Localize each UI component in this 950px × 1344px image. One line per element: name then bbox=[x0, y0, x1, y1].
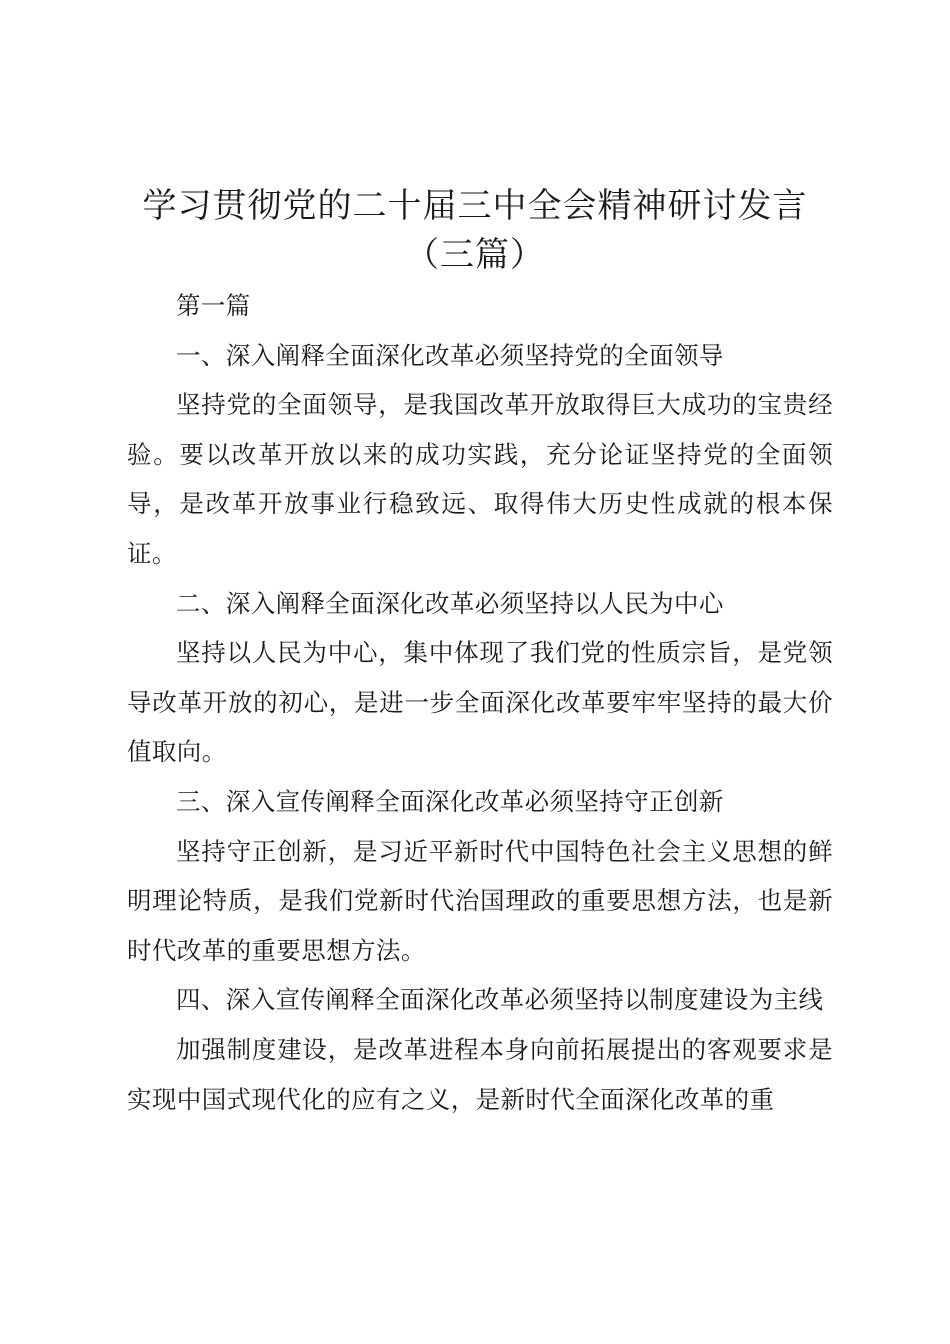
paragraph-two: 坚持以人民为中心，集中体现了我们党的性质宗旨，是党领导改革开放的初心，是进一步全面深化改革要牢牢坚持的最大价值取向。 bbox=[127, 638, 833, 767]
heading-three: 三、深入宣传阐释全面深化改革必须坚持守正创新 bbox=[176, 786, 724, 816]
paragraph-one: 坚持党的全面领导，是我国改革开放取得巨大成功的宝贵经验。要以改革开放以来的成功实践，充分论证坚持党的全面领导，是改革开放事业行稳致远、取得伟大历史性成就的根本保证。 bbox=[127, 390, 833, 568]
paragraph-three: 坚持守正创新，是习近平新时代中国特色社会主义思想的鲜明理论特质，是我们党新时代治国理政的重要思想方法，也是新时代改革的重要思想方法。 bbox=[127, 836, 833, 965]
section-label: 第一篇 bbox=[176, 291, 251, 320]
document-title: 学习贯彻党的二十届三中全会精神研讨发言 bbox=[142, 186, 808, 226]
document-body bbox=[127, 281, 833, 1124]
heading-two: 二、深入阐释全面深化改革必须坚持以人民为中心 bbox=[176, 588, 724, 618]
heading-four: 四、深入宣传阐释全面深化改革必须坚持以制度建设为主线 bbox=[176, 985, 824, 1015]
document-subtitle: （三篇） bbox=[405, 235, 545, 275]
heading-one: 一、深入阐释全面深化改革必须坚持党的全面领导 bbox=[176, 340, 724, 370]
paragraph-four: 加强制度建设，是改革进程本身向前拓展提出的客观要求是实现中国式现代化的应有之义，是新时代全面深化改革的重 bbox=[127, 1034, 833, 1114]
